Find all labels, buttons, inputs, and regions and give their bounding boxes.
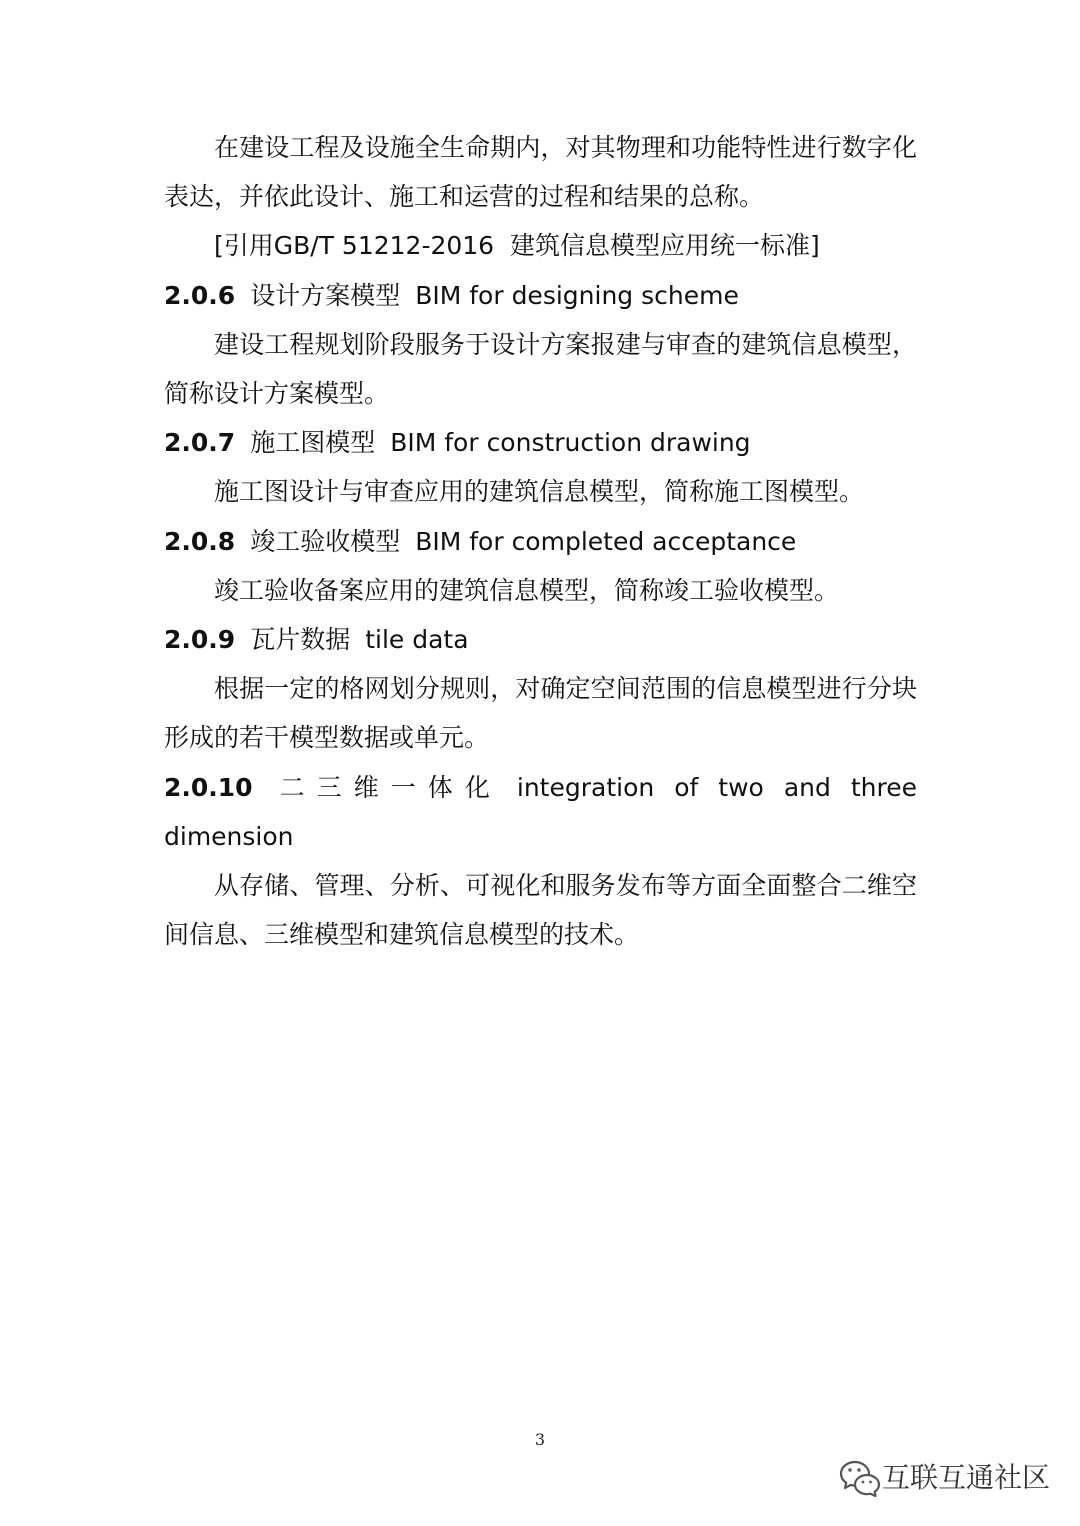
term-name-en: BIM for completed acceptance: [415, 526, 797, 556]
term-name-zh: 施工图模型: [250, 428, 376, 458]
wechat-icon: [838, 1459, 882, 1499]
watermark-text: 互联互通社区: [882, 1461, 1051, 1494]
term-name-en: tile data: [365, 625, 469, 655]
term-name-zh: 竣工验收模型: [250, 526, 401, 556]
term-name-en: integration of two and three dimension: [164, 772, 917, 851]
term-heading: [164, 418, 917, 467]
term-heading: [164, 271, 917, 320]
term-name-zh: 瓦片数据: [250, 625, 351, 655]
term-2-0-6: [164, 271, 917, 419]
term-2-0-8: [164, 517, 917, 615]
term-number: 2.0.7: [164, 428, 236, 458]
page-number: 3: [534, 1430, 546, 1449]
term-heading: [164, 615, 917, 664]
term-number: 2.0.9: [164, 625, 236, 655]
term-2-0-7: [164, 418, 917, 516]
term-name-zh: 设计方案模型: [250, 280, 401, 310]
term-definition: 竣工验收备案应用的建筑信息模型，简称竣工验收模型。: [214, 575, 840, 605]
term-definition: 根据一定的格网划分规则，对确定空间范围的信息模型进行分块形成的若干模型数据或单元。: [164, 674, 917, 753]
term-2-0-10: [164, 763, 917, 960]
term-name-zh: 二三维一体化: [267, 772, 502, 802]
term-number: 2.0.10: [164, 772, 253, 802]
term-heading: [164, 517, 917, 566]
citation: [引用GB/T 51212-2016 建筑信息模型应用统一标准]: [214, 231, 820, 261]
term-name-en: BIM for designing scheme: [415, 280, 739, 310]
term-name-en: BIM for construction drawing: [390, 428, 751, 458]
intro-definition: 在建设工程及设施全生命期内，对其物理和功能特性进行数字化表达，并依此设计、施工和运营的过程和结果的总称。: [164, 133, 917, 212]
term-definition: 从存储、管理、分析、可视化和服务发布等方面全面整合二维空间信息、三维模型和建筑信息模型的技术。: [164, 871, 917, 950]
term-definition: 建设工程规划阶段服务于设计方案报建与审查的建筑信息模型，简称设计方案模型。: [164, 329, 917, 409]
term-number: 2.0.6: [164, 280, 236, 310]
term-2-0-9: [164, 615, 917, 763]
document-body: [164, 123, 917, 959]
term-definition: 施工图设计与审查应用的建筑信息模型，简称施工图模型。: [214, 477, 865, 507]
term-number: 2.0.8: [164, 526, 236, 556]
term-heading: [164, 763, 917, 861]
